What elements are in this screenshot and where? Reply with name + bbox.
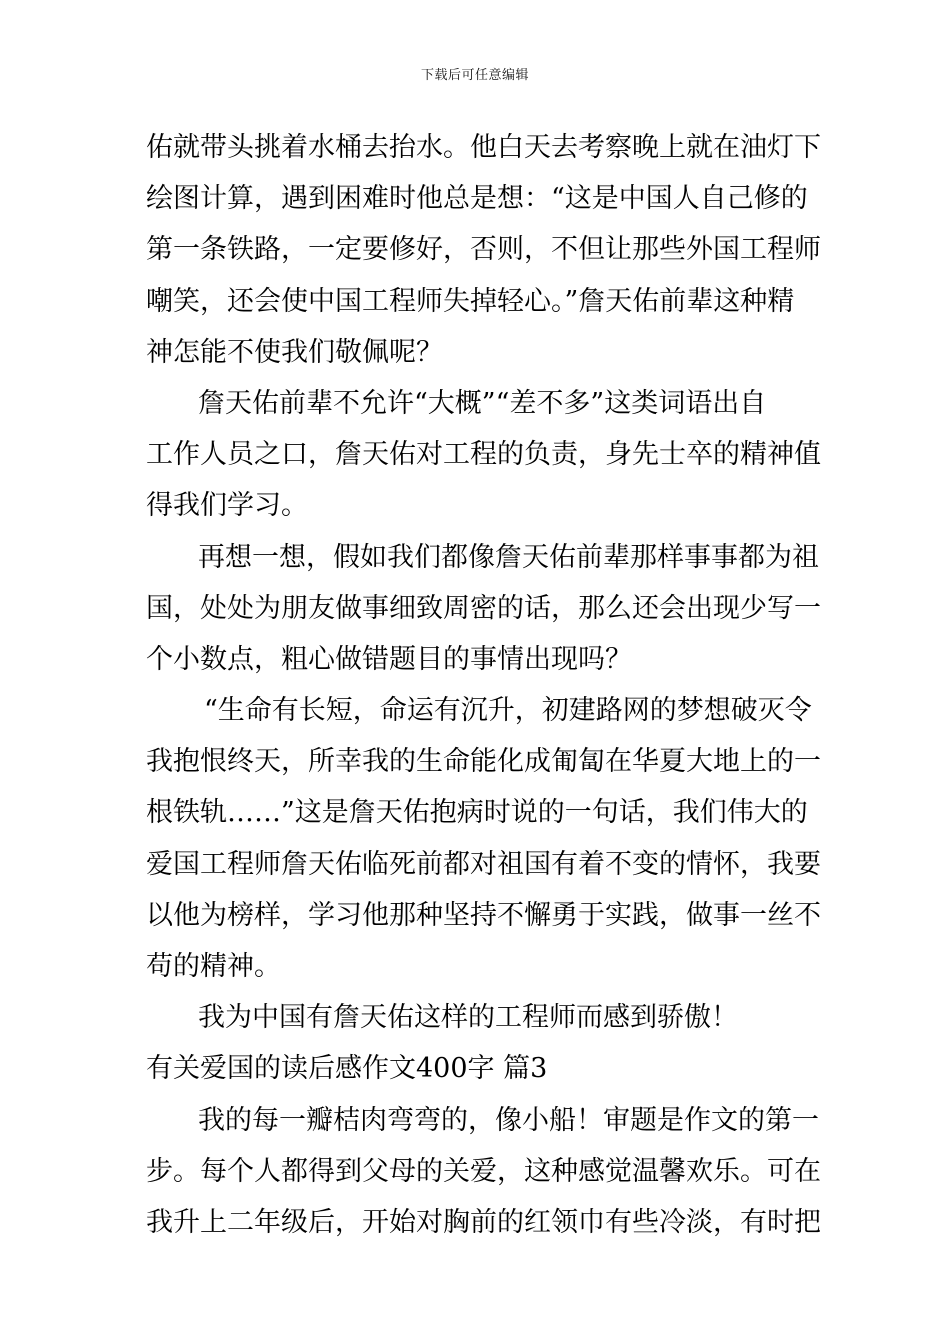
text-line: 我抱恨终天，所幸我的生命能化成匍匐在华夏大地上的一 bbox=[146, 746, 821, 778]
text-line: 以他为榜样，学习他那种坚持不懈勇于实践，做事一丝不 bbox=[146, 899, 821, 931]
text-line: 国，处处为朋友做事细致周密的话，那么还会出现少写一 bbox=[146, 592, 821, 624]
text-line: 苟的精神。 bbox=[146, 951, 281, 982]
text-line: 个小数点，粗心做错题目的事情出现吗？ bbox=[146, 643, 632, 675]
page-header-note: 下载后可任意编辑 bbox=[420, 68, 529, 83]
text-line: 爱国工程师詹天佑临死前都对祖国有着不变的情怀，我要 bbox=[146, 848, 821, 880]
section-heading: 有关爱国的读后感作文400字 篇3 bbox=[146, 1053, 548, 1085]
text-line: 嘲笑，还会使中国工程师失掉轻心。”詹天佑前辈这种精 bbox=[146, 285, 795, 317]
paragraph-start-line: 再想一想，假如我们都像詹天佑前辈那样事事都为祖 bbox=[198, 541, 819, 573]
text-line: 神怎能不使我们敬佩呢？ bbox=[146, 336, 443, 368]
document-body bbox=[146, 122, 821, 1248]
text-line: 得我们学习。 bbox=[146, 490, 308, 522]
text-line: 第一条铁路，一定要修好，否则，不但让那些外国工程师 bbox=[146, 234, 821, 266]
text-line: 佑就带头挑着水桶去抬水。他白天去考察晚上就在油灯下 bbox=[146, 132, 821, 163]
paragraph-start-line: 詹天佑前辈不允许“大概”“差不多”这类词语出自 bbox=[198, 387, 767, 419]
text-line: 我升上二年级后，开始对胸前的红领巾有些冷淡，有时把 bbox=[146, 1206, 821, 1238]
paragraph-start-line: 我的每一瓣桔肉弯弯的，像小船！审题是作文的第一 bbox=[198, 1104, 819, 1136]
text-line: 根铁轨……”这是詹天佑抱病时说的一句话，我们伟大的 bbox=[146, 797, 808, 829]
text-line: 绘图计算，遇到困难时他总是想：“这是中国人自己修的 bbox=[146, 183, 808, 215]
text-line: 工作人员之口，詹天佑对工程的负责，身先士卒的精神值 bbox=[146, 439, 821, 471]
paragraph-start-line: 我为中国有詹天佑这样的工程师而感到骄傲！ bbox=[198, 1002, 738, 1034]
paragraph-start-line: “生命有长短，命运有沉升，初建路网的梦想破灭令 bbox=[204, 695, 812, 727]
text-line: 步。每个人都得到父母的关爱，这种感觉温馨欢乐。可在 bbox=[146, 1155, 821, 1187]
